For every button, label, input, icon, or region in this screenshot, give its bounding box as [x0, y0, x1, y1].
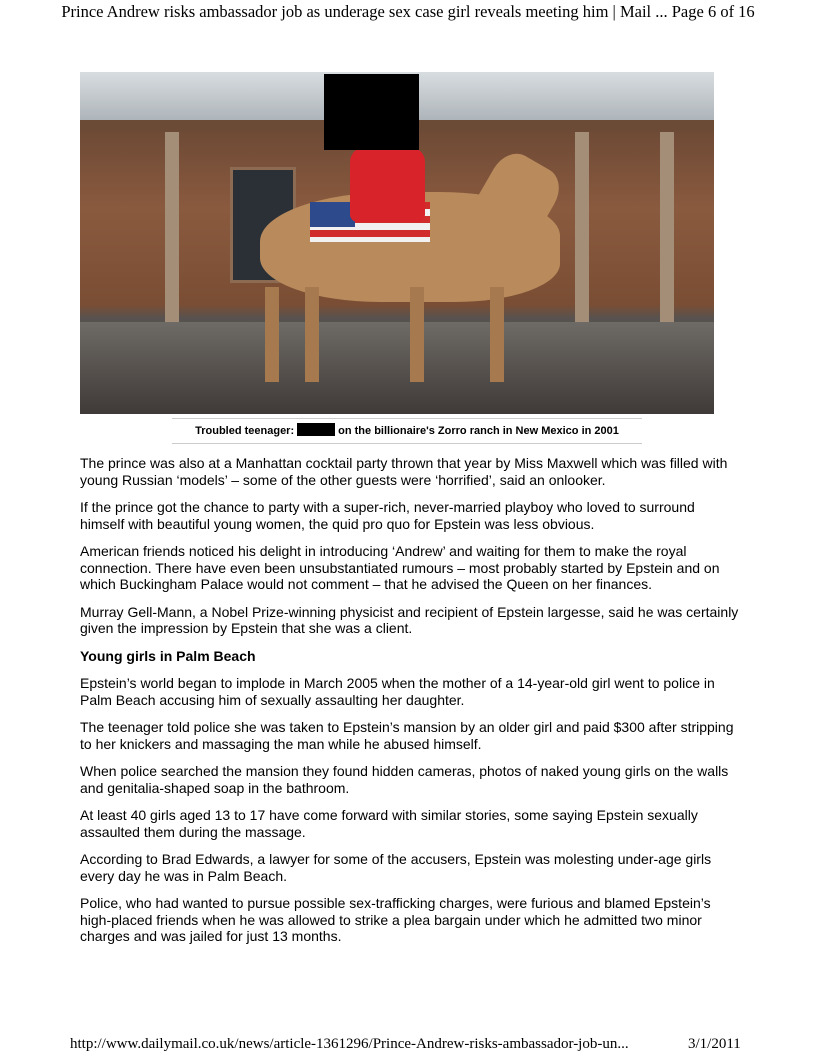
- photo-horse-leg: [265, 287, 279, 382]
- footer-url: http://www.dailymail.co.uk/news/article-1361296/Prince-Andrew-risks-ambassador-job-un...: [70, 1036, 629, 1052]
- article-photo: [80, 72, 714, 414]
- paragraph: If the prince got the chance to party with a super-rich, never-married playboy who loved to surround himself with beautiful young women, the quid pro quo for Epstein was less obvious.: [80, 499, 695, 532]
- photo-caption: [172, 418, 642, 444]
- subheading: Young girls in Palm Beach: [80, 647, 256, 664]
- paragraph: American friends noticed his delight in introducing ‘Andrew’ and waiting for them to make the royal connection. There have even been unsubstantiated rumours – most probably started by Epstein and on which Buckingham Palace would not comment – that he advised the Queen on her finances.: [80, 543, 720, 592]
- paragraph: The teenager told police she was taken to Epstein’s mansion by an older girl and paid $300 after stripping to her knickers and massaging the man while he abused himself.: [80, 719, 734, 752]
- redaction-box: [324, 74, 419, 150]
- print-header-title: Prince Andrew risks ambassador job as underage sex case girl reveals meeting him | Mail ... Page 6 of 16: [61, 2, 755, 21]
- photo-horse-leg: [490, 287, 504, 382]
- paragraph: Epstein’s world began to implode in March 2005 when the mother of a 14-year-old girl went to police in Palm Beach accusing him of sexually assaulting her daughter.: [80, 675, 715, 708]
- photo-flag-canton: [310, 202, 355, 227]
- photo-rider: [350, 147, 425, 222]
- redaction-box: [297, 423, 335, 436]
- photo-horse-leg: [410, 287, 424, 382]
- paragraph: When police searched the mansion they found hidden cameras, photos of naked young girls on the walls and genitalia-shaped soap in the bathroom.: [80, 763, 729, 796]
- footer-date: 3/1/2011: [688, 1036, 741, 1052]
- paragraph: The prince was also at a Manhattan cocktail party thrown that year by Miss Maxwell which was filled with young Russian ‘models’ – some of the other guests were ‘horrified’, said an onlooker.: [80, 455, 728, 488]
- paragraph: At least 40 girls aged 13 to 17 have come forward with similar stories, some saying Epstein sexually assaulted them during the massage.: [80, 807, 698, 840]
- paragraph: Police, who had wanted to pursue possible sex-trafficking charges, were furious and blamed Epstein’s high-placed friends when he was allowed to strike a plea bargain under which he admitted two minor charges and was jailed for just 13 months.: [80, 895, 711, 944]
- article-body: [80, 455, 742, 956]
- print-footer: [70, 1036, 741, 1053]
- photo-horse-leg: [305, 287, 319, 382]
- paragraph: According to Brad Edwards, a lawyer for some of the accusers, Epstein was molesting under-age girls every day he was in Palm Beach.: [80, 851, 712, 884]
- photo-ground: [80, 322, 714, 414]
- caption-suffix: on the billionaire's Zorro ranch in New Mexico in 2001: [338, 425, 619, 437]
- paragraph: Murray Gell-Mann, a Nobel Prize-winning physicist and recipient of Epstein largesse, said he was certainly given the impression by Epstein that she was a client.: [80, 603, 739, 636]
- caption-prefix: Troubled teenager:: [195, 425, 295, 437]
